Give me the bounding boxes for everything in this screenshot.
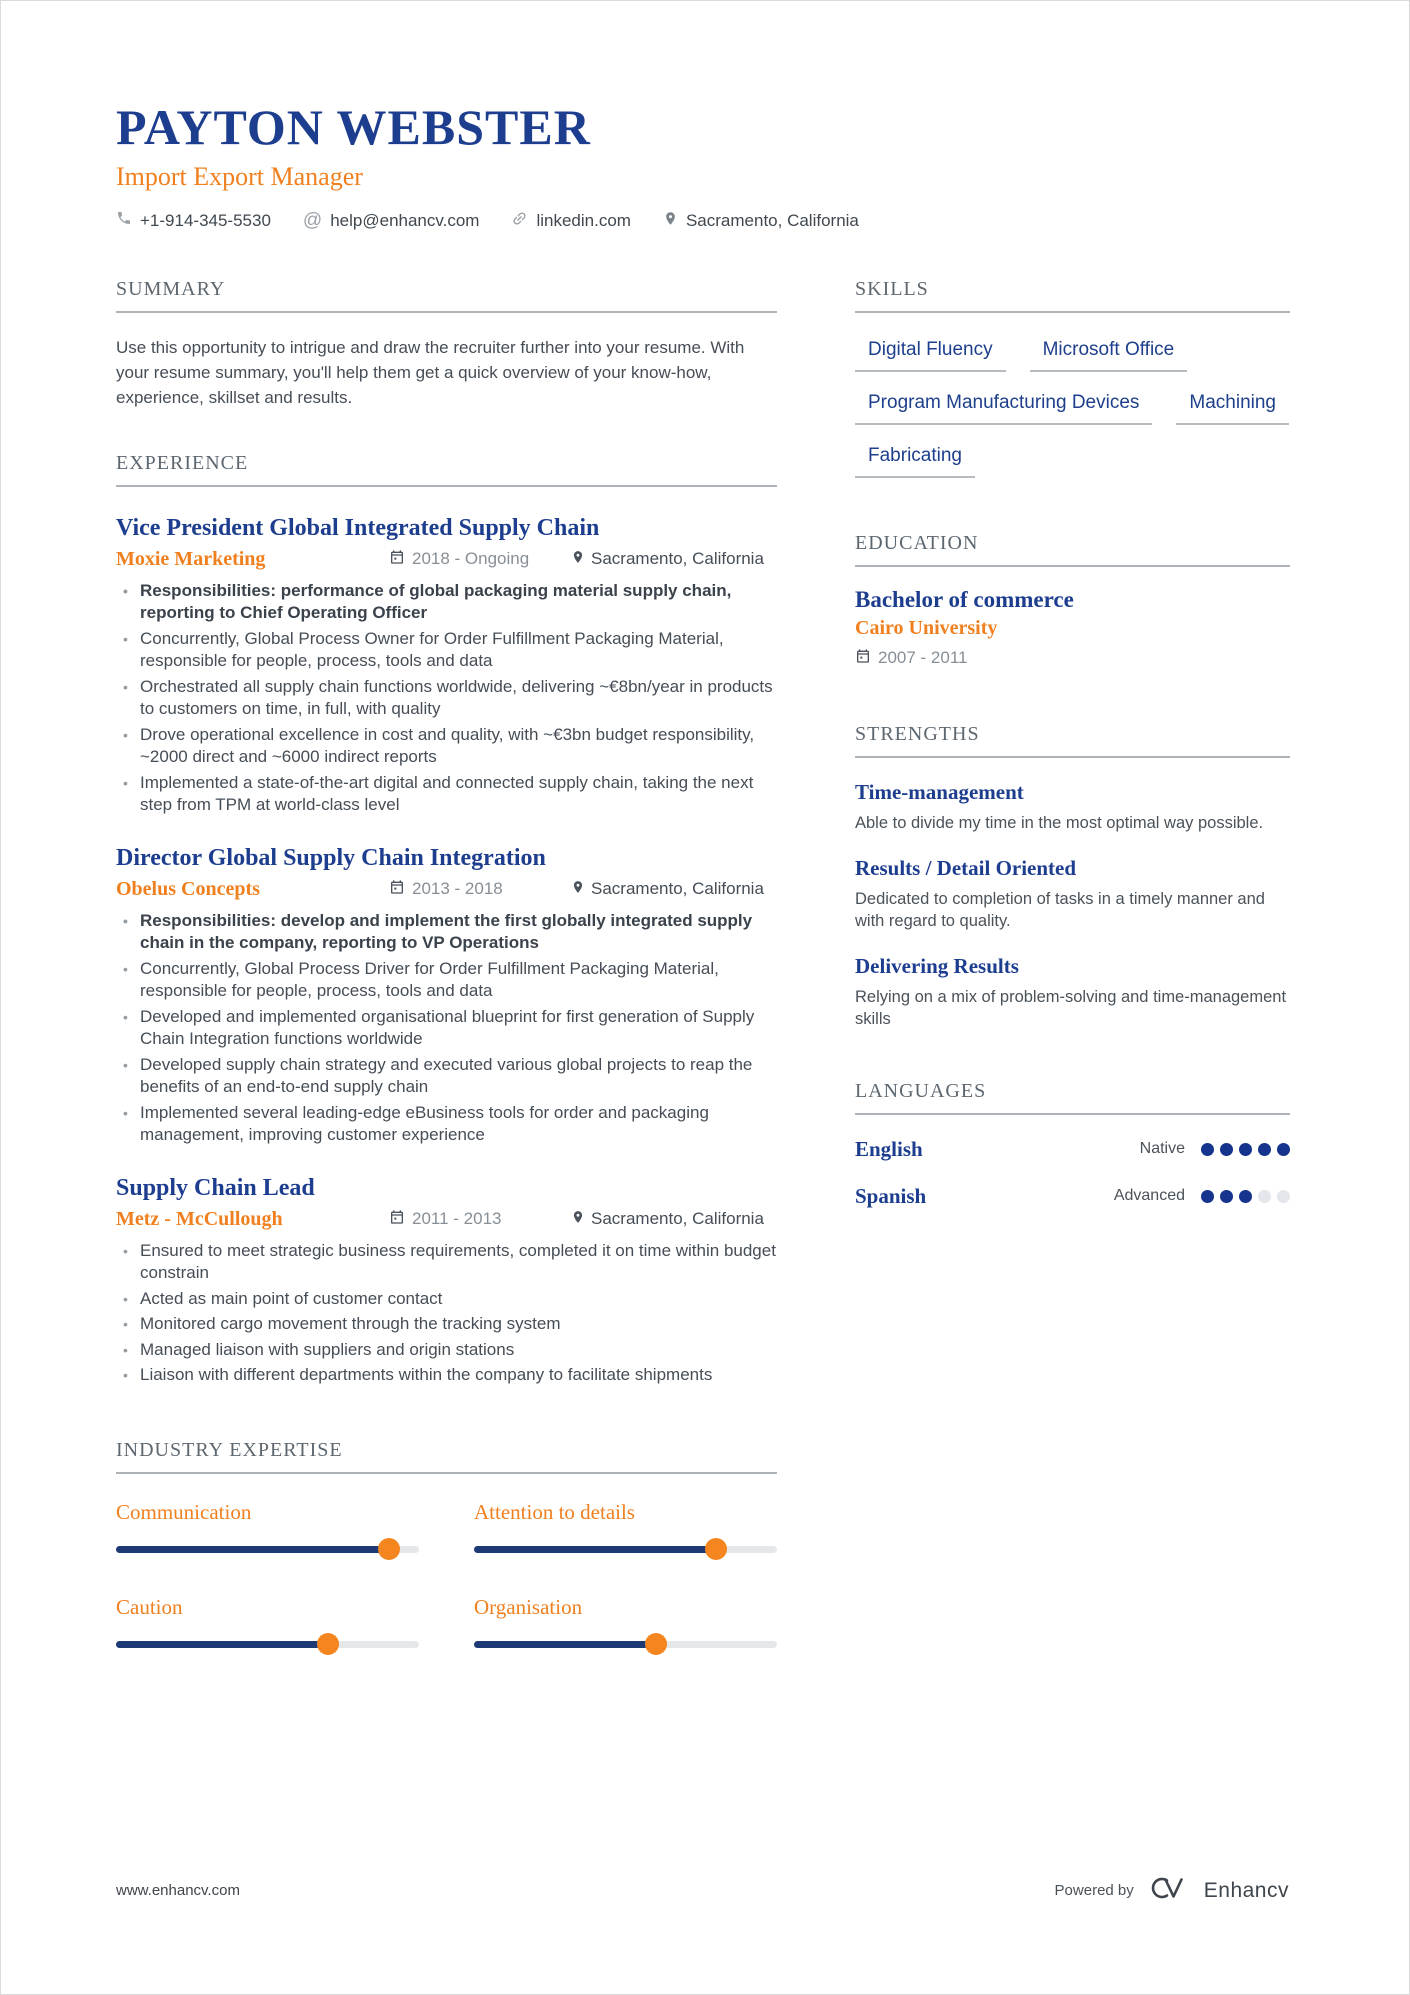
language-level-label: Advanced bbox=[1113, 1187, 1185, 1204]
person-job-title: Import Export Manager bbox=[116, 161, 363, 191]
phone-icon bbox=[116, 210, 132, 231]
job-location-text: Sacramento, California bbox=[591, 549, 764, 568]
job-dates bbox=[389, 1209, 571, 1230]
footer-branding bbox=[1055, 1873, 1289, 1908]
level-dot-filled bbox=[1201, 1143, 1214, 1156]
skill-item: Digital Fluency bbox=[855, 337, 1006, 372]
summary-section bbox=[116, 278, 777, 410]
job-bullets bbox=[116, 910, 777, 1147]
link-icon bbox=[511, 210, 528, 232]
skill-slider bbox=[474, 1632, 777, 1656]
calendar-icon bbox=[389, 549, 405, 570]
job-dates bbox=[389, 549, 571, 570]
industry-skill bbox=[116, 1500, 419, 1561]
strength-text: Able to divide my time in the most optimal way possible. bbox=[855, 813, 1264, 832]
skills-heading: SKILLS bbox=[855, 278, 1290, 313]
job-location-text: Sacramento, California bbox=[591, 1209, 764, 1228]
language-level-dots bbox=[1195, 1143, 1290, 1156]
job-entry bbox=[116, 1173, 777, 1387]
level-dot-filled bbox=[1277, 1143, 1290, 1156]
slider-fill bbox=[116, 1546, 389, 1553]
industry-skill-label: Organisation bbox=[474, 1594, 583, 1619]
job-dates-text: 2013 - 2018 bbox=[412, 879, 503, 898]
strengths-heading: STRENGTHS bbox=[855, 723, 1290, 758]
job-meta bbox=[116, 878, 777, 901]
skill-item: Fabricating bbox=[855, 443, 975, 478]
contact-phone bbox=[116, 210, 271, 231]
language-level-dots bbox=[1195, 1190, 1290, 1203]
education-section bbox=[855, 532, 1290, 669]
language-row bbox=[855, 1137, 1290, 1162]
job-dates bbox=[389, 879, 571, 900]
level-dot-filled bbox=[1239, 1190, 1252, 1203]
summary-text: Use this opportunity to intrigue and draw the recruiter further into your resume. With your resume summary, you'll help them get a quick overview of your know-how, experience, skillset and results. bbox=[116, 337, 745, 407]
job-company: Obelus Concepts bbox=[116, 877, 260, 900]
job-bullet: • Responsibilities: develop and implement the first globally integrated supply chain in the company, reporting to VP Operations bbox=[116, 910, 777, 955]
strengths-section bbox=[855, 723, 1290, 1030]
industry-expertise-section bbox=[116, 1439, 777, 1656]
slider-fill bbox=[474, 1546, 716, 1553]
right-column bbox=[855, 278, 1290, 1656]
strength-item bbox=[855, 856, 1290, 932]
industry-skill bbox=[474, 1595, 777, 1656]
slider-knob[interactable] bbox=[378, 1538, 400, 1560]
skill-item: Program Manufacturing Devices bbox=[855, 390, 1152, 425]
industry-skill bbox=[474, 1500, 777, 1561]
job-bullet: • Drove operational excellence in cost and quality, with ~€3bn budget responsibility, ~2000 direct and ~6000 indirect reports bbox=[116, 724, 777, 769]
level-dot-filled bbox=[1201, 1190, 1214, 1203]
contact-link-text[interactable]: linkedin.com bbox=[536, 210, 631, 230]
education-dates bbox=[855, 648, 1290, 669]
job-bullet: • Implemented several leading-edge eBusiness tools for order and packaging management, improving customer experience bbox=[116, 1102, 777, 1147]
experience-heading: EXPERIENCE bbox=[116, 452, 777, 487]
job-bullet: • Orchestrated all supply chain functions worldwide, delivering ~€8bn/year in products to customers on time, in full, with quality bbox=[116, 676, 777, 721]
contact-email[interactable] bbox=[303, 211, 480, 231]
resume-columns bbox=[116, 278, 1288, 1656]
job-position: Vice President Global Integrated Supply Chain bbox=[116, 514, 600, 541]
strength-item bbox=[855, 954, 1290, 1030]
language-row bbox=[855, 1184, 1290, 1209]
experience-section bbox=[116, 452, 777, 1387]
slider-fill bbox=[474, 1641, 656, 1648]
level-dot-filled bbox=[1258, 1143, 1271, 1156]
education-school: Cairo University bbox=[855, 616, 998, 639]
location-pin-icon bbox=[571, 1209, 585, 1229]
language-name: Spanish bbox=[855, 1183, 927, 1208]
education-dates-text: 2007 - 2011 bbox=[878, 648, 968, 667]
strength-item bbox=[855, 780, 1290, 834]
slider-knob[interactable] bbox=[645, 1633, 667, 1655]
skill-item: Microsoft Office bbox=[1030, 337, 1188, 372]
contact-location bbox=[663, 211, 859, 231]
languages-heading: LANGUAGES bbox=[855, 1080, 1290, 1115]
job-entry bbox=[116, 513, 777, 817]
job-location bbox=[571, 879, 777, 899]
job-bullet: • Managed liaison with suppliers and origin stations bbox=[116, 1339, 777, 1362]
strength-title: Time-management bbox=[855, 779, 1024, 804]
education-degree: Bachelor of commerce bbox=[855, 586, 1074, 612]
location-pin-icon bbox=[571, 879, 585, 899]
level-dot-filled bbox=[1220, 1143, 1233, 1156]
language-level-label: Native bbox=[1139, 1140, 1185, 1157]
industry-skill-label: Caution bbox=[116, 1594, 183, 1619]
level-dot-empty bbox=[1277, 1190, 1290, 1203]
calendar-icon bbox=[389, 1209, 405, 1230]
job-dates-text: 2018 - Ongoing bbox=[412, 549, 530, 568]
job-meta bbox=[116, 1208, 777, 1231]
industry-skill-label: Communication bbox=[116, 1499, 252, 1524]
skill-slider bbox=[116, 1537, 419, 1561]
contact-row bbox=[116, 210, 1288, 232]
job-location bbox=[571, 1209, 777, 1229]
job-bullet: • Developed supply chain strategy and executed various global projects to reap the benefits of an end-to-end supply chain bbox=[116, 1054, 777, 1099]
job-company: Moxie Marketing bbox=[116, 547, 266, 570]
level-dot-filled bbox=[1220, 1190, 1233, 1203]
skill-slider bbox=[116, 1632, 419, 1656]
job-bullet: • Concurrently, Global Process Owner for Order Fulfillment Packaging Material, responsible for people, process, tools and data bbox=[116, 628, 777, 673]
job-dates-text: 2011 - 2013 bbox=[412, 1209, 502, 1228]
slider-knob[interactable] bbox=[705, 1538, 727, 1560]
industry-expertise-grid bbox=[116, 1500, 777, 1656]
calendar-icon bbox=[855, 648, 871, 669]
skills-list bbox=[855, 337, 1290, 478]
languages-section bbox=[855, 1080, 1290, 1209]
strength-title: Delivering Results bbox=[855, 953, 1019, 978]
strength-text: Dedicated to completion of tasks in a timely manner and with regard to quality. bbox=[855, 889, 1265, 930]
resume-header bbox=[116, 101, 1288, 232]
job-bullet: • Developed and implemented organisational blueprint for first generation of Supply Chain Integration functions worldwide bbox=[116, 1006, 777, 1051]
location-pin-icon bbox=[663, 211, 678, 231]
industry-skill bbox=[116, 1595, 419, 1656]
level-dot-filled bbox=[1239, 1143, 1252, 1156]
industry-skill-label: Attention to details bbox=[474, 1499, 635, 1524]
calendar-icon bbox=[389, 879, 405, 900]
job-bullet: • Concurrently, Global Process Driver for Order Fulfillment Packaging Material, responsible for people, process, tools and data bbox=[116, 958, 777, 1003]
enhancv-wordmark: Enhancv bbox=[1203, 1878, 1289, 1902]
job-meta bbox=[116, 548, 777, 571]
contact-email-text[interactable]: help@enhancv.com bbox=[330, 210, 480, 230]
job-bullet: • Implemented a state-of-the-art digital and connected supply chain, taking the next step from TPM at world-class level bbox=[116, 772, 777, 817]
page-footer bbox=[116, 1873, 1289, 1908]
level-dot-empty bbox=[1258, 1190, 1271, 1203]
job-position: Supply Chain Lead bbox=[116, 1174, 315, 1201]
slider-fill bbox=[116, 1641, 328, 1648]
job-bullet: • Acted as main point of customer contact bbox=[116, 1288, 777, 1311]
skills-section bbox=[855, 278, 1290, 478]
contact-link[interactable] bbox=[511, 210, 631, 232]
contact-phone-text: +1-914-345-5530 bbox=[140, 210, 271, 230]
job-bullet: • Responsibilities: performance of global packaging material supply chain, reporting to Chief Operating Officer bbox=[116, 580, 777, 625]
language-name: English bbox=[855, 1136, 923, 1161]
job-bullet: • Monitored cargo movement through the tracking system bbox=[116, 1313, 777, 1336]
strength-text: Relying on a mix of problem-solving and time-management skills bbox=[855, 987, 1287, 1028]
job-bullets bbox=[116, 1240, 777, 1387]
enhancv-logo-icon bbox=[1148, 1873, 1190, 1908]
location-pin-icon bbox=[571, 549, 585, 569]
job-location bbox=[571, 549, 777, 569]
email-icon: @ bbox=[302, 210, 323, 231]
slider-knob[interactable] bbox=[317, 1633, 339, 1655]
job-bullet: • Liaison with different departments within the company to facilitate shipments bbox=[116, 1364, 777, 1387]
skill-item: Machining bbox=[1176, 390, 1289, 425]
job-entry bbox=[116, 843, 777, 1147]
job-bullet: • Ensured to meet strategic business requirements, completed it on time within budget constrain bbox=[116, 1240, 777, 1285]
contact-location-text: Sacramento, California bbox=[685, 210, 859, 230]
job-bullets bbox=[116, 580, 777, 817]
summary-heading: SUMMARY bbox=[116, 278, 777, 313]
left-column bbox=[116, 278, 777, 1656]
skill-slider bbox=[474, 1537, 777, 1561]
powered-by-label: Powered by bbox=[1054, 1882, 1134, 1899]
job-company: Metz - McCullough bbox=[116, 1207, 283, 1230]
strength-title: Results / Detail Oriented bbox=[855, 855, 1077, 880]
job-position: Director Global Supply Chain Integration bbox=[116, 844, 546, 871]
job-location-text: Sacramento, California bbox=[591, 879, 764, 898]
footer-site-link[interactable]: www.enhancv.com bbox=[116, 1882, 240, 1899]
industry-expertise-heading: INDUSTRY EXPERTISE bbox=[116, 1439, 777, 1474]
person-name: PAYTON WEBSTER bbox=[116, 99, 591, 155]
education-heading: EDUCATION bbox=[855, 532, 1290, 567]
